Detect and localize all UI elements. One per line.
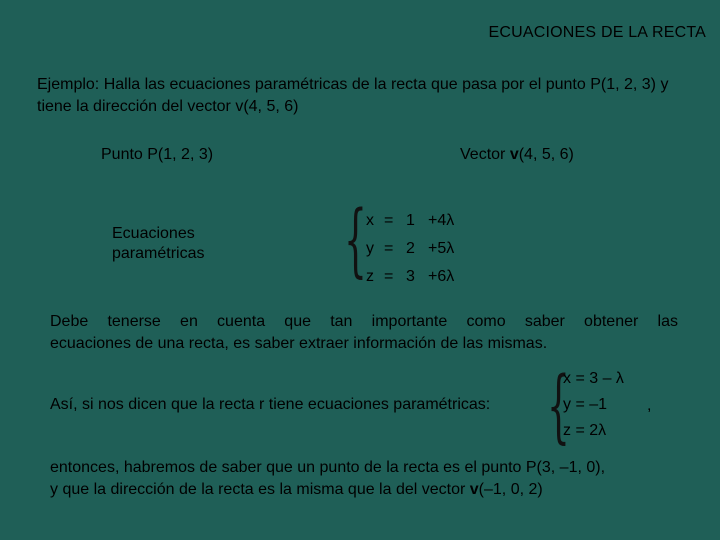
conclusion-paragraph [50,457,690,501]
given-parametric-system [563,366,624,444]
conclusion-line2: y que la dirección de la recta es la misma que la del vector v(–1, 0, 2) [50,481,543,498]
comma: , [647,397,652,414]
vector-label [460,146,574,164]
given-equations-text: Así, si nos dicen que la recta r tiene ecuaciones paramétricas: [50,396,491,413]
equation-row-z: z = 3 +6λ [366,268,455,285]
left-brace-icon: { [547,359,570,452]
vector-prefix: Vector [460,146,510,163]
example-statement: Ejemplo: Halla las ecuaciones paramétricas de la recta que pasa por el punto P(1, 2, 3) y tiene la dirección del vector v(4, 5, 6) [37,76,669,115]
equation-row-x: x = 1 +4λ [366,212,455,229]
vector-symbol: v [509,146,519,163]
given-equation-x: x = 3 – λ [563,370,624,387]
left-brace-icon: { [344,193,367,286]
given-equation-z: z = 2λ [563,422,607,439]
parametric-equations-label: Ecuaciones paramétricas [112,225,205,262]
vector-components: (4, 5, 6) [518,146,574,163]
equation-row-y: y = 2 +5λ [366,240,455,257]
note-paragraph-line1: Debe tenerse en cuenta que tan importante como saber obtener las [50,313,678,330]
point-label: Punto P(1, 2, 3) [101,146,214,163]
conclusion-line1: entonces, habremos de saber que un punto de la recta es el punto P(3, –1, 0), [50,459,606,476]
note-paragraph-line2: ecuaciones de una recta, es saber extraer información de las mismas. [50,335,548,352]
given-equation-y: y = –1 [563,396,608,413]
vector-symbol: v [469,481,479,498]
parametric-system [366,207,488,291]
slide-title: ECUACIONES DE LA RECTA [488,24,706,41]
